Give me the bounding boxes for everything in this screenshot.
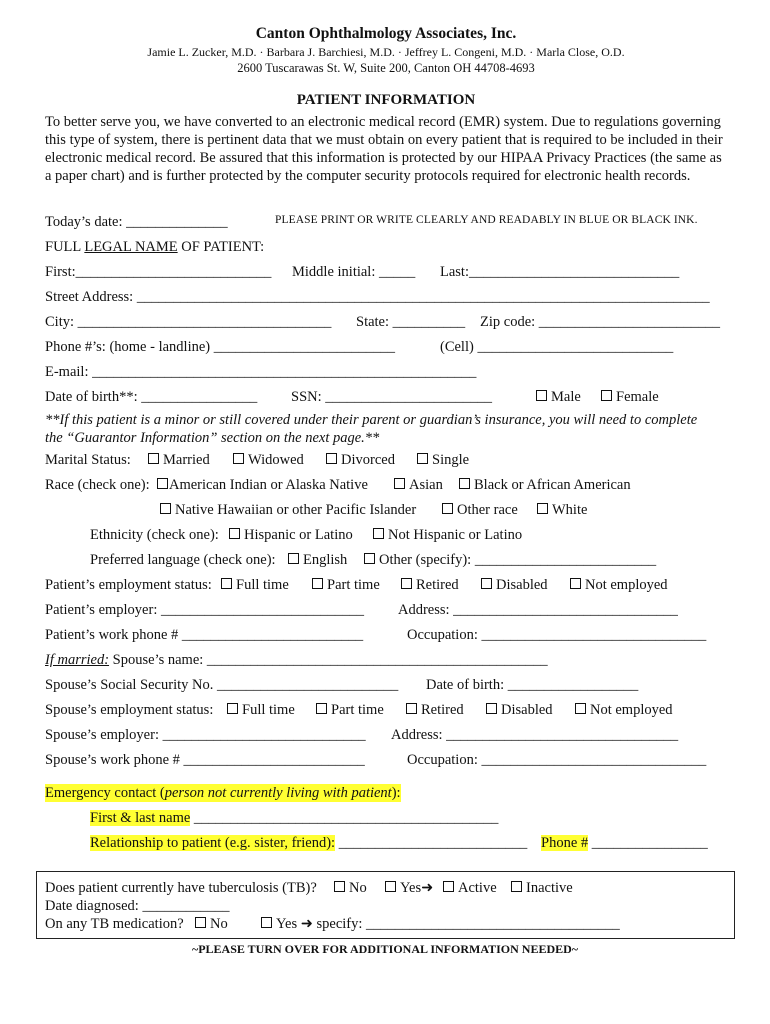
spouse-employer-field[interactable]: Spouse’s employer: ____________________________ <box>45 727 366 743</box>
checkbox-icon <box>148 453 159 464</box>
checkbox-icon <box>575 703 586 714</box>
race-asian[interactable]: Asian <box>394 476 443 494</box>
spouse-name-field[interactable]: If married: Spouse’s name: _______________________________________________ <box>45 652 548 668</box>
turn-over-footer: ~PLEASE TURN OVER FOR ADDITIONAL INFORMATION NEEDED~ <box>191 942 579 956</box>
language-other[interactable]: Other (specify): _________________________ <box>364 551 656 569</box>
tb-date-field[interactable]: Date diagnosed: ____________ <box>45 898 230 914</box>
checkbox-icon <box>160 503 171 514</box>
checkbox-icon <box>157 478 168 489</box>
spouse-occupation-field[interactable]: Occupation: _______________________________ <box>407 752 707 768</box>
arrow-right-icon: ➜ <box>300 916 313 932</box>
emp-disabled[interactable]: Disabled <box>481 576 548 594</box>
spouse-work-phone-field[interactable]: Spouse’s work phone # _________________________ <box>45 752 365 768</box>
marital-married[interactable]: Married <box>148 451 210 469</box>
state-field[interactable]: State: __________ <box>356 314 466 330</box>
emergency-heading: Emergency contact (person not currently living with patient): <box>45 785 401 801</box>
city-field[interactable]: City: ___________________________________ <box>45 314 332 330</box>
race-black[interactable]: Black or African American <box>459 476 631 494</box>
male-checkbox[interactable]: Male <box>536 388 581 406</box>
checkbox-icon <box>601 390 612 401</box>
emp-not-employed[interactable]: Not employed <box>570 576 668 594</box>
city-row <box>45 309 735 334</box>
checkbox-icon <box>288 553 299 564</box>
marital-single[interactable]: Single <box>417 451 469 469</box>
checkbox-icon <box>385 881 396 892</box>
org-name: Canton Ophthalmology Associates, Inc. <box>255 25 517 42</box>
checkbox-icon <box>417 453 428 464</box>
employer-field[interactable]: Patient’s employer: ____________________________ <box>45 602 364 618</box>
middle-initial-field[interactable]: Middle initial: _____ <box>292 264 416 280</box>
race-native-hawaiian[interactable]: Native Hawaiian or other Pacific Islander <box>160 501 416 519</box>
date-row <box>45 209 735 234</box>
form-title: PATIENT INFORMATION <box>296 92 476 108</box>
checkbox-icon <box>334 881 345 892</box>
spouse-phone-row <box>45 747 735 772</box>
spouse-name-row <box>45 647 735 672</box>
female-checkbox[interactable]: Female <box>601 388 659 406</box>
spouse-emp-full-time[interactable]: Full time <box>227 701 295 719</box>
spouse-emp-retired[interactable]: Retired <box>406 701 464 719</box>
employer-address-field[interactable]: Address: _______________________________ <box>398 602 678 618</box>
tb-no-checkbox[interactable]: No <box>334 879 367 897</box>
checkbox-icon <box>442 503 453 514</box>
marital-row <box>45 447 735 472</box>
race-other[interactable]: Other race <box>442 501 518 519</box>
tb-yes-checkbox[interactable]: Yes➜ <box>385 879 433 897</box>
ethnicity-hispanic[interactable]: Hispanic or Latino <box>229 526 353 544</box>
checkbox-icon <box>536 390 547 401</box>
race-american-indian[interactable]: American Indian or Alaska Native <box>157 476 368 494</box>
checkbox-icon <box>227 703 238 714</box>
email-row <box>45 359 735 384</box>
tb-medication-row <box>45 913 725 931</box>
tb-date-row <box>45 895 725 913</box>
name-heading: FULL LEGAL NAME OF PATIENT: <box>45 239 265 255</box>
checkbox-icon <box>261 917 272 928</box>
checkbox-icon <box>326 453 337 464</box>
employer-row <box>45 597 735 622</box>
spouse-address-field[interactable]: Address: ________________________________ <box>391 727 679 743</box>
employment-label: Patient’s employment status: <box>45 577 212 593</box>
todays-date-field[interactable]: Today’s date: ______________ <box>45 214 228 230</box>
tb-question-row <box>45 877 725 895</box>
marital-divorced[interactable]: Divorced <box>326 451 395 469</box>
ethnicity-not-hispanic[interactable]: Not Hispanic or Latino <box>373 526 522 544</box>
checkbox-icon <box>364 553 375 564</box>
language-english[interactable]: English <box>288 551 347 569</box>
emp-full-time[interactable]: Full time <box>221 576 289 594</box>
first-name-field[interactable]: First:___________________________ <box>45 264 272 280</box>
checkbox-icon <box>486 703 497 714</box>
street-row <box>45 284 735 309</box>
last-name-field[interactable]: Last:_____________________________ <box>440 264 680 280</box>
checkbox-icon <box>511 881 522 892</box>
ethnicity-label: Ethnicity (check one): <box>90 527 219 543</box>
checkbox-icon <box>406 703 417 714</box>
dob-field[interactable]: Date of birth**: ________________ <box>45 389 258 405</box>
spouse-employment-label: Spouse’s employment status: <box>45 702 214 718</box>
checkbox-icon <box>316 703 327 714</box>
form-page <box>45 24 727 185</box>
checkbox-icon <box>459 478 470 489</box>
tb-active-checkbox[interactable]: Active <box>443 879 497 897</box>
minor-note: **If this patient is a minor or still covered under their parent or guardian’s insurance, you will need to complete the “Guarantor Information” section on the next page.** <box>45 412 698 446</box>
emergency-phone-field[interactable]: Phone # ________________ <box>541 835 708 851</box>
cell-phone-field[interactable]: (Cell) ___________________________ <box>440 339 674 355</box>
checkbox-icon <box>312 578 323 589</box>
dob-row <box>45 384 735 409</box>
checkbox-icon <box>373 528 384 539</box>
checkbox-icon <box>394 478 405 489</box>
work-phone-row <box>45 622 735 647</box>
checkbox-icon <box>443 881 454 892</box>
email-field[interactable]: E-mail: _____________________________________________________ <box>45 364 477 380</box>
org-address: 2600 Tuscarawas St. W, Suite 200, Canton OH 44708-4693 <box>237 61 535 76</box>
checkbox-icon <box>481 578 492 589</box>
language-row <box>45 547 735 572</box>
tb-med-no-checkbox[interactable]: No <box>195 915 228 933</box>
print-note: PLEASE PRINT OR WRITE CLEARLY AND READABLY IN BLUE OR BLACK INK. <box>275 214 698 226</box>
emp-retired[interactable]: Retired <box>401 576 459 594</box>
arrow-right-icon: ➜ <box>421 880 434 896</box>
checkbox-icon <box>570 578 581 589</box>
spouse-employer-row <box>45 722 735 747</box>
spouse-emp-disabled[interactable]: Disabled <box>486 701 553 719</box>
employment-row <box>45 572 735 597</box>
checkbox-icon <box>195 917 206 928</box>
emergency-name-row <box>45 805 735 830</box>
fields <box>45 209 735 855</box>
checkbox-icon <box>537 503 548 514</box>
occupation-field[interactable]: Occupation: _______________________________ <box>407 627 707 643</box>
checkbox-icon <box>401 578 412 589</box>
race-row-1 <box>45 472 735 497</box>
intro-paragraph: To better serve you, we have converted to an electronic medical record (EMR) system. Due to regulations governing this type of system, there is pertinent data that we must obtain on every patient that is required to be included in their electronic medical record. Be assured that this information is protected by our HIPAA Privacy Practices (the same as a paper chart) and is further protected by the computer security protocols required for electronic health records. <box>45 113 723 184</box>
spouse-emp-not-employed[interactable]: Not employed <box>575 701 673 719</box>
emergency-name-field[interactable]: First & last name __________________________________________ <box>90 810 499 826</box>
zip-field[interactable]: Zip code: _________________________ <box>480 314 721 330</box>
spouse-employment-row <box>45 697 735 722</box>
tb-medication-question: On any TB medication? <box>45 916 184 932</box>
checkbox-icon <box>221 578 232 589</box>
street-address-field[interactable]: Street Address: _______________________________________________________________________________ <box>45 289 710 305</box>
tb-inactive-checkbox[interactable]: Inactive <box>511 879 573 897</box>
home-phone-field[interactable]: Phone #’s: (home - landline) _________________________ <box>45 339 395 355</box>
checkbox-icon <box>229 528 240 539</box>
marital-label: Marital Status: <box>45 452 131 468</box>
emergency-relationship-row <box>45 830 735 855</box>
tb-question: Does patient currently have tuberculosis (TB)? <box>45 880 317 896</box>
phone-row <box>45 334 735 359</box>
checkbox-icon <box>233 453 244 464</box>
tb-specify-field[interactable]: specify: ___________________________________ <box>316 916 620 932</box>
spouse-emp-part-time[interactable]: Part time <box>316 701 384 719</box>
tb-section <box>36 871 735 939</box>
emergency-relationship-field[interactable]: Relationship to patient (e.g. sister, friend): __________________________ <box>90 835 528 851</box>
race-label: Race (check one): <box>45 477 150 493</box>
race-row-2 <box>45 497 735 522</box>
work-phone-field[interactable]: Patient’s work phone # _________________________ <box>45 627 364 643</box>
tb-med-yes-checkbox[interactable]: Yes ➜ specify: ___________________________________ <box>261 915 620 933</box>
ssn-field[interactable]: SSN: _______________________ <box>291 389 493 405</box>
ethnicity-row <box>45 522 735 547</box>
emp-part-time[interactable]: Part time <box>312 576 380 594</box>
language-label: Preferred language (check one): <box>90 552 276 568</box>
marital-widowed[interactable]: Widowed <box>233 451 304 469</box>
race-white[interactable]: White <box>537 501 587 519</box>
spouse-ssn-field[interactable]: Spouse’s Social Security No. _________________________ <box>45 677 399 693</box>
spouse-ssn-row <box>45 672 735 697</box>
name-heading-row <box>45 234 735 259</box>
spouse-dob-field[interactable]: Date of birth: __________________ <box>426 677 639 693</box>
doctor-list: Jamie L. Zucker, M.D. · Barbara J. Barchiesi, M.D. · Jeffrey L. Congeni, M.D. · Marla Close, O.D. <box>147 45 625 60</box>
emergency-heading-row <box>45 780 735 805</box>
name-row <box>45 259 735 284</box>
